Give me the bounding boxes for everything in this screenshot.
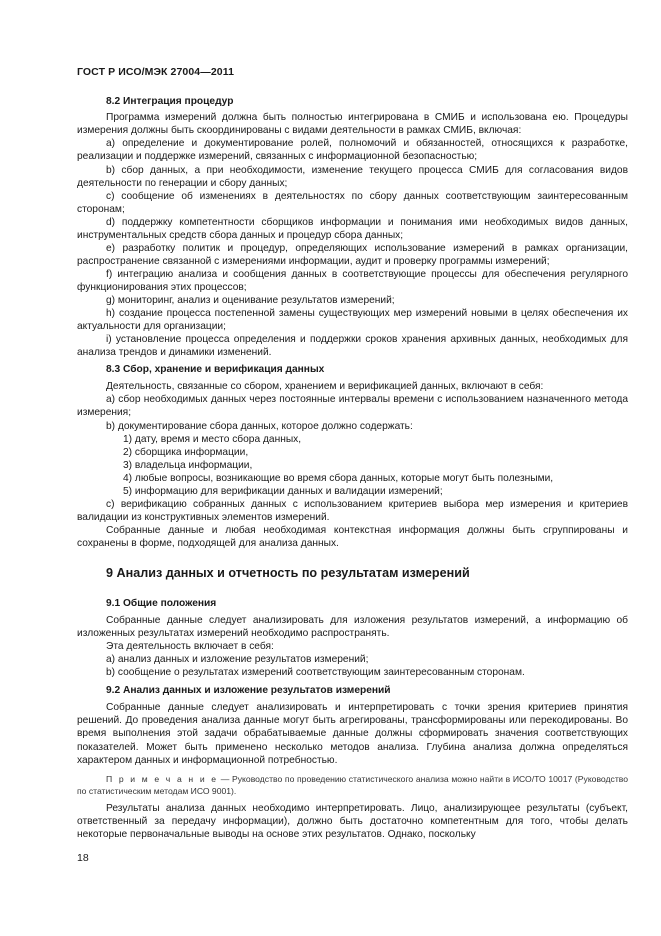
list-item: d) поддержку компетентности сборщиков информации и понимания ими необходимых видов данных, инструментальных средств сбора данных и процедур сбора данных; xyxy=(77,217,628,242)
list-item: f) интеграцию анализа и сообщения данных в соответствующие процессы для обеспечения регулярного функционирования этих процессов; xyxy=(77,269,628,294)
note-label: П р и м е ч а н и е xyxy=(106,774,219,784)
standard-header: ГОСТ Р ИСО/МЭК 27004—2011 xyxy=(77,66,235,78)
section-9-heading: 9 Анализ данных и отчетность по результатам измерений xyxy=(106,566,470,580)
list-item: g) мониторинг, анализ и оценивание результатов измерений; xyxy=(106,295,395,306)
section-9-2-heading: 9.2 Анализ данных и изложение результатов измерений xyxy=(106,685,391,696)
sub-list-item: 2) сборщика информации, xyxy=(123,447,249,458)
sub-list-item: 1) дату, время и место сбора данных, xyxy=(123,434,302,445)
note-text: — Руководство по проведению статистического анализа можно найти в ИСО/ТО 10017 (Руководство по статистическим методам ИСО 9001). xyxy=(77,774,629,796)
list-item: i) установление процесса определения и поддержки сроков хранения архивных данных, необходимых для анализа трендов и динамики изменений. xyxy=(77,334,628,359)
sub-list-item: 3) владельца информации, xyxy=(123,460,253,471)
section-9-2-paragraph: Собранные данные следует анализировать и интерпретировать с точки зрения критериев принятия решений. До проведения анализа данные могут быть агрегированы, трансформированы или перекодированы. Во время выполнения этой задачи обрабатываемые данные должны сформировать значения соответствующих показателей. Может быть применено несколько методов анализа. Глубина анализа должна определяться характером данных и информационной потребностью. xyxy=(77,702,628,766)
section-8-3-heading: 8.3 Сбор, хранение и верификация данных xyxy=(106,364,325,375)
list-item: a) анализ данных и изложение результатов измерений; xyxy=(106,654,369,665)
section-9-1-paragraph: Эта деятельность включает в себя: xyxy=(106,641,274,652)
list-item: a) определение и документирование ролей, полномочий и обязанностей, относящихся к разработке, реализации и поддержке измерений, связанных с информационной безопасностью; xyxy=(77,138,628,163)
page-number: 18 xyxy=(77,852,89,864)
section-8-2-heading: 8.2 Интеграция процедур xyxy=(106,96,234,107)
section-8-3-intro: Деятельность, связанные со сбором, хранением и верификацией данных, включают в себя: xyxy=(106,381,544,392)
list-item: b) сбор данных, а при необходимости, изменение текущего процесса СМИБ для согласования видов деятельности по генерации и сбору данных; xyxy=(77,165,628,190)
list-item: a) сбор необходимых данных через постоянные интервалы времени с использованием назначенного метода измерения; xyxy=(77,394,628,419)
section-8-3-closing: Собранные данные и любая необходимая контекстная информация должны быть сгруппированы и сохранены в форме, подходящей для анализа данных. xyxy=(77,525,628,550)
sub-list-item: 5) информацию для верификации данных и валидации измерений; xyxy=(123,486,443,497)
list-item: e) разработку политик и процедур, определяющих использование измерений в рамках организации, распространение связанной с измерениями информации, аудит и проверку программы измерений; xyxy=(77,243,628,268)
sub-list-item: 4) любые вопросы, возникающие во время сбора данных, которые могут быть полезными, xyxy=(123,473,554,484)
list-item: b) сообщение о результатах измерений соответствующим заинтересованным сторонам. xyxy=(106,667,525,678)
list-item: h) создание процесса постепенной замены существующих мер измерений новыми в целях обеспечения их актуальности для организации; xyxy=(77,308,628,333)
list-item: c) верификацию собранных данных с использованием критериев выбора мер измерения и критериев валидации из конструктивных элементов измерений. xyxy=(77,499,628,524)
list-item: c) сообщение об изменениях в деятельностях по сбору данных соответствующим заинтересованным сторонам; xyxy=(77,191,628,216)
section-9-2-paragraph: Результаты анализа данных необходимо интерпретировать. Лицо, анализирующее результаты (субъект, ответственный за передачу информации), должно быть достаточно компетентным для того, чтобы делать некоторые первоначальные выводы на основе этих результатов. Однако, поскольку xyxy=(77,803,628,841)
section-8-2-intro: Программа измерений должна быть полностью интегрирована в СМИБ и использована ею. Процедуры измерения должны быть скоординированы с видами деятельности в рамках СМИБ, включая: xyxy=(77,112,628,137)
section-9-1-paragraph: Собранные данные следует анализировать для изложения результатов измерений, а информацию об изложенных результатах измерений необходимо распространять. xyxy=(77,615,628,640)
section-9-1-heading: 9.1 Общие положения xyxy=(106,598,217,609)
list-item: b) документирование сбора данных, которое должно содержать: xyxy=(106,421,413,432)
note xyxy=(77,773,628,797)
